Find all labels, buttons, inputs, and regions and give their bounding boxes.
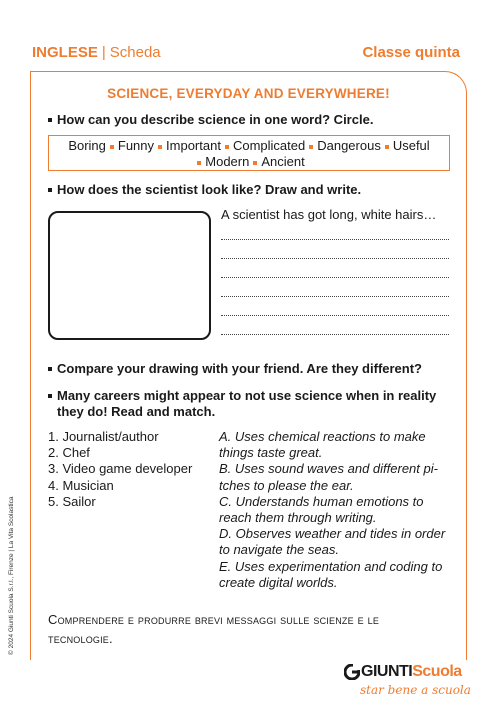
question-draw — [48, 182, 361, 197]
separator-square-icon — [110, 145, 114, 149]
writing-line[interactable] — [221, 277, 449, 278]
descriptions-list — [219, 429, 459, 591]
logo-brand-part-b: Scuola — [412, 663, 462, 680]
bullet-icon — [48, 367, 52, 371]
giunti-g-icon — [344, 664, 360, 680]
writing-line[interactable] — [221, 315, 449, 316]
writing-line[interactable] — [221, 258, 449, 259]
description-item[interactable]: C. Understands human emotions to reach them through writing. — [219, 493, 424, 526]
writing-line[interactable] — [221, 239, 449, 240]
word-option[interactable]: Dangerous — [317, 138, 381, 153]
question-match — [48, 388, 436, 420]
question-text: Compare your drawing with your friend. Are they different? — [57, 361, 423, 376]
copyright-notice: © 2024 Giunti Scuola S.r.l., Firenze | La Vita Scolastica — [8, 496, 15, 655]
learning-objective — [48, 611, 448, 649]
drawing-area[interactable] — [48, 211, 211, 340]
description-item[interactable]: D. Observes weather and tides in order to navigate the seas. — [219, 526, 446, 558]
word-choice-box — [48, 135, 450, 171]
description-item[interactable]: E. Uses experimentation and coding to create digital worlds. — [219, 558, 443, 590]
description-item[interactable]: B. Uses sound waves and different pi-tches to please the ear. — [219, 461, 438, 493]
bullet-icon — [48, 394, 52, 398]
separator-square-icon — [385, 145, 389, 149]
word-option[interactable]: Modern — [205, 154, 250, 169]
header-left — [32, 44, 161, 61]
page-header — [32, 44, 460, 61]
word-option[interactable]: Boring — [68, 138, 106, 153]
separator-square-icon — [309, 145, 313, 149]
class-label: Classe quinta — [362, 44, 460, 61]
career-item[interactable]: 4. Musician — [48, 477, 114, 493]
scientist-sentence: A scientist has got long, white hairs… — [221, 207, 437, 222]
separator-square-icon — [197, 161, 201, 165]
sheet-label: Scheda — [109, 44, 161, 61]
question-text-continued: they do! Read and match. — [57, 404, 216, 419]
career-item[interactable]: 2. Chef — [48, 445, 90, 461]
bullet-icon — [48, 188, 52, 192]
subject-label: INGLESE — [32, 44, 98, 61]
word-option[interactable]: Useful — [392, 138, 430, 153]
careers-list — [48, 429, 192, 510]
header-separator: | — [101, 44, 106, 61]
word-option[interactable]: Complicated — [232, 138, 306, 153]
worksheet-title: SCIENCE, EVERYDAY AND EVERYWHERE! — [107, 86, 390, 101]
publisher-logo — [344, 663, 471, 703]
career-item[interactable]: 3. Video game developer — [48, 461, 193, 477]
frame-left-border — [30, 71, 31, 660]
logo-brand-part-a: GIUNTI — [361, 663, 413, 680]
word-option[interactable]: Funny — [117, 138, 155, 153]
objective-line-2: tecnologie. — [48, 631, 113, 646]
word-option[interactable]: Important — [166, 138, 221, 153]
logo-tagline: star bene a scuola — [360, 683, 471, 697]
bullet-icon — [48, 118, 52, 122]
writing-line[interactable] — [221, 296, 449, 297]
separator-square-icon — [253, 161, 257, 165]
career-item[interactable]: 1. Journalist/author — [48, 429, 159, 444]
career-item[interactable]: 5. Sailor — [48, 493, 96, 509]
separator-square-icon — [225, 145, 229, 149]
question-text: Many careers might appear to not use science when in reality — [57, 388, 437, 403]
question-compare — [48, 361, 422, 376]
writing-line[interactable] — [221, 334, 449, 335]
description-item[interactable]: A. Uses chemical reactions to make things taste great. — [219, 429, 426, 461]
logo-wordmark — [361, 663, 462, 681]
separator-square-icon — [158, 145, 162, 149]
objective-line-1: Comprendere e produrre brevi messaggi sulle scienze e le — [48, 612, 380, 627]
question-text: How can you describe science in one word? Circle. — [57, 112, 374, 127]
word-option[interactable]: Ancient — [261, 154, 305, 169]
question-describe — [48, 112, 373, 127]
question-text: How does the scientist look like? Draw and write. — [57, 182, 362, 197]
